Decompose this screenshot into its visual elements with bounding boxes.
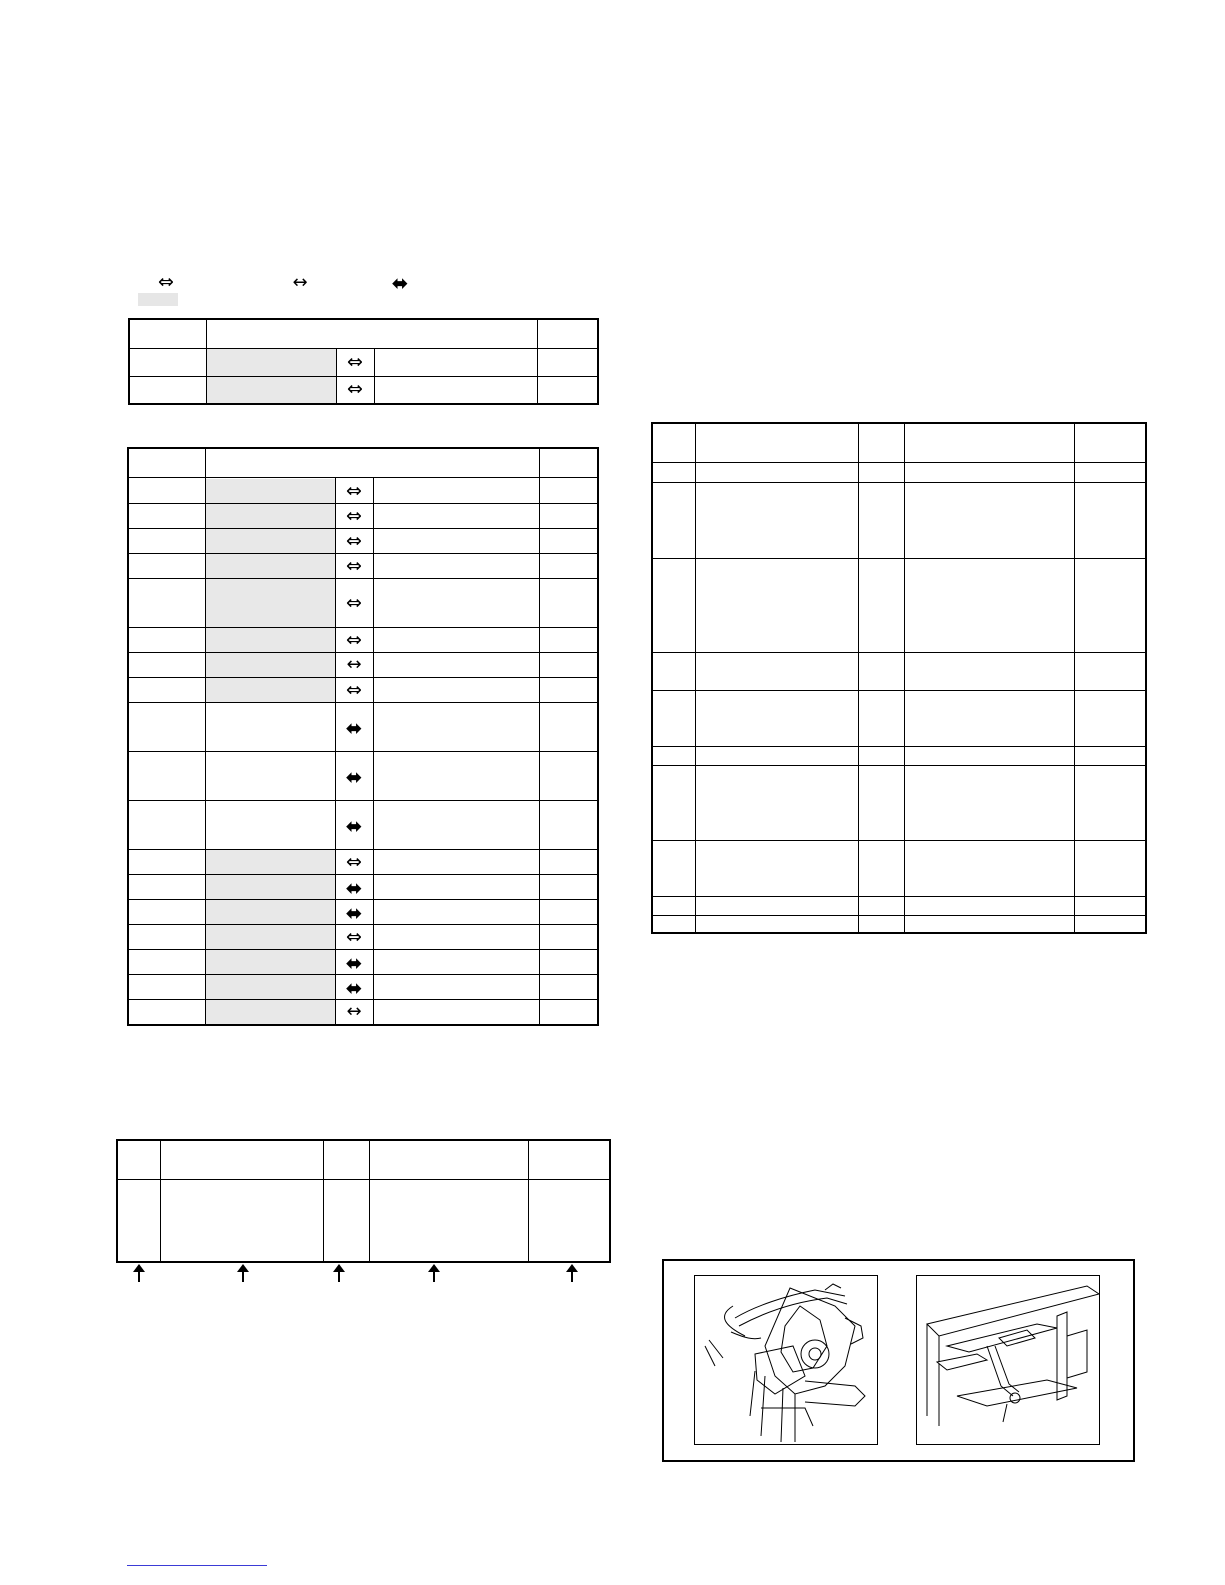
table-c: [116, 1139, 611, 1263]
table-b-row-5-symbol: ⇔: [346, 591, 362, 614]
figure-panel-cover: [916, 1275, 1100, 1445]
table-a-row-1-symbol: ⇔: [347, 351, 363, 373]
footer-link[interactable]: [127, 1565, 267, 1566]
table-b-row-7-symbol: ↔: [346, 653, 362, 675]
legend-symbol-both: ⇔: [158, 271, 174, 293]
table-b-row-16-shade: [206, 950, 335, 974]
table-b-row-15-symbol: ⇔: [346, 925, 362, 948]
mechanism-drawing: [695, 1276, 877, 1444]
table-b-row-15-shade: [206, 925, 335, 949]
table-b-row-3-symbol: ⇔: [346, 529, 362, 552]
table-a-shade-1: [207, 349, 336, 376]
figure-panel-mechanism: [694, 1275, 878, 1445]
table-b-row-2-symbol: ⇔: [346, 504, 362, 527]
table-b-row-12-symbol: ⇔: [346, 850, 362, 873]
table-a-row-2-symbol: ⇔: [347, 378, 363, 400]
table-a: [128, 318, 599, 405]
table-b-row-11-symbol: ⬌: [345, 813, 363, 838]
table-b-row-16-symbol: ⬌: [345, 950, 363, 975]
pointer-arrow-3: [332, 1264, 346, 1282]
table-d: [651, 422, 1147, 934]
table-b-row-8-symbol: ⇔: [346, 678, 362, 701]
table-b-row-10-symbol: ⬌: [345, 764, 363, 789]
table-b-row-1-symbol: ⇔: [346, 479, 362, 502]
table-b-row-5-shade: [206, 579, 335, 627]
table-b-row-4-shade: [206, 554, 335, 578]
table-b-row-6-shade: [206, 628, 335, 652]
table-b-row-14-symbol: ⬌: [345, 900, 363, 925]
table-b-row-18-symbol: ↔: [346, 1000, 362, 1022]
legend-shade-swatch: [138, 293, 178, 306]
table-b-row-2-shade: [206, 504, 335, 528]
legend-symbol-bold: ⬌: [391, 271, 409, 295]
table-b: [127, 447, 599, 1026]
pointer-arrow-1: [132, 1264, 146, 1282]
pointer-arrow-4: [427, 1264, 441, 1282]
table-b-row-3-shade: [206, 529, 335, 553]
table-b-row-8-shade: [206, 678, 335, 702]
table-b-row-14-shade: [206, 900, 335, 924]
pointer-arrow-5: [565, 1264, 579, 1282]
legend-symbol-one: ↔: [292, 272, 308, 293]
table-b-row-17-shade: [206, 975, 335, 999]
table-a-shade-2: [207, 377, 336, 403]
table-b-row-7-shade: [206, 653, 335, 677]
table-b-row-9-symbol: ⬌: [345, 715, 363, 740]
table-b-row-1-shade: [206, 479, 335, 503]
table-b-row-12-shade: [206, 850, 335, 874]
table-b-row-6-symbol: ⇔: [346, 628, 362, 651]
table-b-row-17-symbol: ⬌: [345, 975, 363, 1000]
table-b-row-4-symbol: ⇔: [346, 554, 362, 577]
pointer-arrow-2: [236, 1264, 250, 1282]
table-b-row-13-symbol: ⬌: [345, 875, 363, 900]
table-b-row-18-shade: [206, 1000, 335, 1024]
table-b-row-13-shade: [206, 875, 335, 899]
cover-drawing: [917, 1276, 1099, 1444]
